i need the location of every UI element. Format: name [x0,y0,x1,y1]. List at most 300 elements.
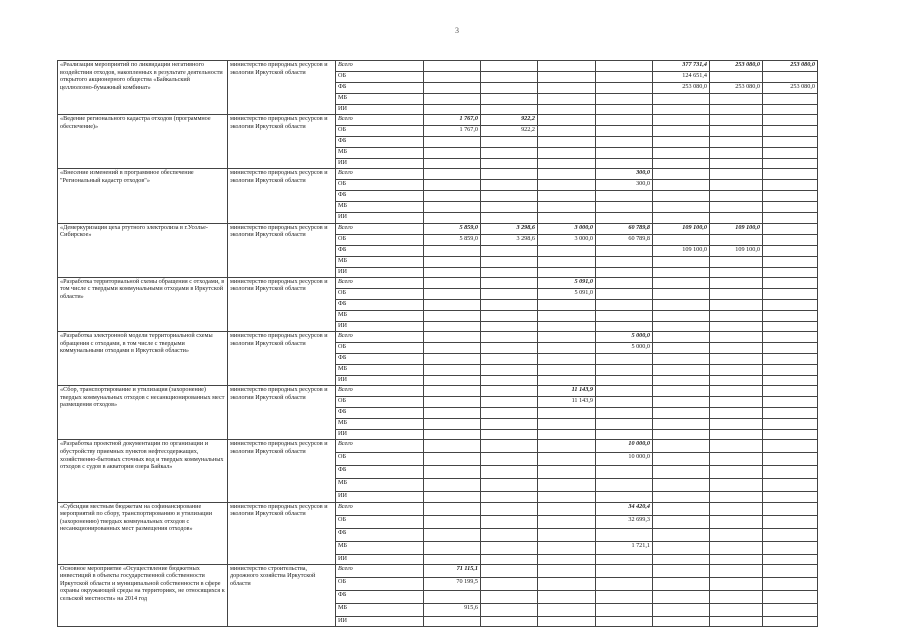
responsible-org-cell: министерство природных ресурсов и экологии Иркутской области [228,277,336,331]
value-cell [763,256,818,267]
value-cell: 253 080,0 [653,83,710,94]
value-cell [653,299,710,310]
value-cell [596,126,653,137]
table-row [58,223,818,234]
value-cell [481,288,538,299]
funding-source-cell: МБ [336,364,424,375]
value-cell [763,364,818,375]
funding-source-cell: ФБ [336,353,424,364]
value-cell: 5 859,0 [424,223,481,234]
value-cell [653,105,710,115]
value-cell [763,492,818,502]
responsible-org-cell: министерство природных ресурсов и экологии Иркутской области [228,115,336,169]
funding-source-cell: ИИ [336,267,424,277]
value-cell [596,213,653,223]
value-cell [481,299,538,310]
value-cell [538,492,596,502]
value-cell [710,256,763,267]
value-cell [481,83,538,94]
value-cell [538,479,596,492]
value-cell [763,72,818,83]
value-cell [538,515,596,528]
value-cell [710,375,763,385]
value-cell [596,256,653,267]
value-cell [710,386,763,397]
value-cell [763,577,818,590]
value-cell [424,213,481,223]
value-cell [710,202,763,213]
value-cell [481,492,538,502]
value-cell: 70 199,5 [424,577,481,590]
value-cell [481,502,538,515]
value-cell [763,502,818,515]
value-cell: 5 859,0 [424,234,481,245]
value-cell [763,590,818,603]
value-cell [424,541,481,554]
value-cell [710,234,763,245]
value-cell [763,245,818,256]
value-cell [653,331,710,342]
responsible-org-cell: министерство природных ресурсов и экологии Иркутской области [228,331,336,385]
value-cell [538,375,596,385]
value-cell [596,61,653,72]
value-cell [710,310,763,321]
measure-name-cell: Основное мероприятие «Осуществление бюджетных инвестиций в объекты государственной собственности Иркутской области и муниципальной собственности в сфере охраны окружающей среды на территориях, не относящихся к сельской местности» на 2014 год [58,564,228,626]
value-cell [538,419,596,430]
value-cell [424,430,481,440]
measure-name-cell: «Ведение регионального кадастра отходов (программное обеспечение)» [58,115,228,169]
value-cell [763,564,818,577]
value-cell: 922,2 [481,126,538,137]
value-cell [710,277,763,288]
value-cell [763,397,818,408]
value-cell [424,191,481,202]
value-cell [710,126,763,137]
value-cell [481,515,538,528]
value-cell [763,440,818,453]
table-row [58,440,818,453]
responsible-org-cell: министерство природных ресурсов и экологии Иркутской области [228,223,336,277]
value-cell [710,554,763,564]
value-cell [653,590,710,603]
table-row [58,386,818,397]
measure-name-cell: «Субсидия местным бюджетам на софинансирование мероприятий по сбору, транспортированию и утилизации (захоронению) твердых коммунальных отходов с несанкционированных мест размещения отходов» [58,502,228,564]
measure-name-cell: «Внесение изменений в программное обеспечение "Региональный кадастр отходов"» [58,169,228,223]
value-cell [653,288,710,299]
value-cell [596,419,653,430]
value-cell [653,603,710,616]
value-cell [538,267,596,277]
value-cell [596,603,653,616]
value-cell: 60 789,8 [596,234,653,245]
value-cell [710,94,763,105]
value-cell [424,419,481,430]
value-cell [653,169,710,180]
value-cell [763,288,818,299]
value-cell [763,342,818,353]
value-cell [481,245,538,256]
value-cell [710,321,763,331]
funding-source-cell: ИИ [336,375,424,385]
value-cell [653,277,710,288]
value-cell [710,267,763,277]
value-cell [710,492,763,502]
value-cell [763,234,818,245]
measure-name-cell: «Разработка проектной документации по организации и обустройству приемных пунктов нефтесодержащих, хозяйственно-бытовых сточных вод и твердых коммунальных отходов с судов в акватории озера Байкал» [58,440,228,502]
value-cell: 5 000,0 [596,342,653,353]
funding-source-cell: ИИ [336,159,424,169]
value-cell [481,277,538,288]
value-cell [596,564,653,577]
value-cell [710,72,763,83]
value-cell [538,577,596,590]
value-cell [596,492,653,502]
value-cell [538,61,596,72]
value-cell [653,353,710,364]
value-cell [653,515,710,528]
value-cell [596,397,653,408]
value-cell [763,616,818,626]
value-cell: 11 143,9 [538,397,596,408]
value-cell [538,310,596,321]
value-cell: 11 143,9 [538,386,596,397]
value-cell [481,191,538,202]
value-cell [653,375,710,385]
value-cell [538,331,596,342]
value-cell: 3 298,6 [481,223,538,234]
value-cell: 60 789,8 [596,223,653,234]
value-cell [424,277,481,288]
value-cell [481,440,538,453]
value-cell [596,321,653,331]
value-cell [538,115,596,126]
measure-name-cell: «Реализация мероприятий по ликвидации негативного воздействия отходов, накопленных в результате деятельности открытого акционерного общества «Байкальский целлюлозно-бумажный комбинат» [58,61,228,115]
value-cell [710,288,763,299]
value-cell [424,148,481,159]
value-cell [481,321,538,331]
value-cell [653,202,710,213]
funding-source-cell: ФБ [336,137,424,148]
value-cell [710,616,763,626]
value-cell: 3 298,6 [481,234,538,245]
funding-source-cell: Всего [336,277,424,288]
funding-source-cell: ФБ [336,245,424,256]
value-cell [538,169,596,180]
value-cell [710,105,763,115]
value-cell [763,299,818,310]
page-number: 3 [455,26,459,35]
value-cell [653,430,710,440]
value-cell [710,528,763,541]
value-cell [653,310,710,321]
value-cell [424,159,481,169]
funding-source-cell: МБ [336,256,424,267]
value-cell [710,515,763,528]
value-cell [763,331,818,342]
funding-source-cell: ОБ [336,234,424,245]
value-cell [653,137,710,148]
value-cell [538,603,596,616]
budget-table [57,60,818,627]
value-cell [763,453,818,466]
value-cell [424,528,481,541]
value-cell [763,375,818,385]
value-cell [763,603,818,616]
value-cell [481,169,538,180]
value-cell [538,191,596,202]
value-cell [538,299,596,310]
value-cell [596,616,653,626]
value-cell [481,105,538,115]
value-cell [710,331,763,342]
funding-source-cell: ОБ [336,453,424,466]
value-cell: 109 100,0 [653,223,710,234]
value-cell: 5 091,0 [538,277,596,288]
responsible-org-cell: министерство строительства, дорожного хозяйства Иркутской области [228,564,336,626]
value-cell [653,94,710,105]
value-cell [710,479,763,492]
value-cell [424,331,481,342]
value-cell [424,245,481,256]
value-cell [481,267,538,277]
value-cell [596,554,653,564]
value-cell [424,61,481,72]
value-cell [710,342,763,353]
value-cell [653,492,710,502]
funding-source-cell: Всего [336,223,424,234]
value-cell [538,159,596,169]
value-cell [710,502,763,515]
responsible-org-cell: министерство природных ресурсов и экологии Иркутской области [228,386,336,440]
value-cell [538,541,596,554]
funding-source-cell: ФБ [336,83,424,94]
value-cell: 300,0 [596,169,653,180]
value-cell [538,245,596,256]
value-cell [538,590,596,603]
value-cell [710,408,763,419]
responsible-org-cell: министерство природных ресурсов и экологии Иркутской области [228,61,336,115]
value-cell: 10 000,0 [596,453,653,466]
value-cell [710,397,763,408]
value-cell [596,408,653,419]
funding-source-cell: ИИ [336,616,424,626]
value-cell [424,375,481,385]
value-cell [653,180,710,191]
value-cell [596,528,653,541]
value-cell [596,72,653,83]
value-cell [538,105,596,115]
value-cell [596,148,653,159]
value-cell [653,541,710,554]
funding-source-cell: Всего [336,115,424,126]
value-cell [481,353,538,364]
value-cell [481,364,538,375]
value-cell [763,191,818,202]
funding-source-cell: ОБ [336,397,424,408]
value-cell [763,321,818,331]
table-row [58,169,818,180]
value-cell [596,375,653,385]
value-cell [653,502,710,515]
value-cell [424,353,481,364]
value-cell [481,61,538,72]
value-cell [763,148,818,159]
value-cell [424,94,481,105]
value-cell [710,419,763,430]
funding-source-cell: Всего [336,331,424,342]
value-cell: 71 115,1 [424,564,481,577]
value-cell [596,479,653,492]
value-cell [596,364,653,375]
value-cell [596,267,653,277]
value-cell [424,408,481,419]
value-cell [424,105,481,115]
funding-source-cell: Всего [336,564,424,577]
value-cell [481,137,538,148]
value-cell [424,180,481,191]
value-cell [424,364,481,375]
value-cell [763,126,818,137]
funding-source-cell: МБ [336,94,424,105]
funding-source-cell: ИИ [336,321,424,331]
value-cell [538,83,596,94]
table-row [58,61,818,72]
value-cell [653,466,710,479]
value-cell [710,440,763,453]
funding-source-cell: ОБ [336,72,424,83]
value-cell [763,430,818,440]
value-cell [653,577,710,590]
value-cell [710,603,763,616]
value-cell [653,419,710,430]
value-cell [424,440,481,453]
value-cell [538,466,596,479]
value-cell [763,115,818,126]
funding-source-cell: ОБ [336,180,424,191]
value-cell [710,191,763,202]
value-cell: 109 100,0 [710,245,763,256]
value-cell [424,616,481,626]
value-cell: 3 000,0 [538,234,596,245]
value-cell [424,515,481,528]
value-cell: 922,2 [481,115,538,126]
value-cell [710,213,763,223]
responsible-org-cell: министерство природных ресурсов и экологии Иркутской области [228,169,336,223]
value-cell [710,180,763,191]
value-cell [481,397,538,408]
funding-source-cell: Всего [336,440,424,453]
value-cell [653,115,710,126]
value-cell [710,299,763,310]
value-cell [538,342,596,353]
value-cell: 377 731,4 [653,61,710,72]
value-cell: 5 091,0 [538,288,596,299]
value-cell [481,310,538,321]
value-cell [424,310,481,321]
value-cell [763,310,818,321]
value-cell [424,590,481,603]
value-cell [763,169,818,180]
value-cell [538,528,596,541]
value-cell [763,386,818,397]
value-cell [481,408,538,419]
value-cell [481,528,538,541]
value-cell [538,180,596,191]
value-cell [653,564,710,577]
value-cell [538,213,596,223]
value-cell [763,408,818,419]
responsible-org-cell: министерство природных ресурсов и экологии Иркутской области [228,502,336,564]
value-cell [763,541,818,554]
value-cell [481,342,538,353]
value-cell [596,137,653,148]
value-cell [481,616,538,626]
value-cell [653,148,710,159]
value-cell [596,299,653,310]
value-cell [596,83,653,94]
value-cell [481,72,538,83]
value-cell [424,386,481,397]
funding-source-cell: МБ [336,148,424,159]
value-cell [538,137,596,148]
value-cell [424,288,481,299]
funding-source-cell: Всего [336,169,424,180]
value-cell [538,256,596,267]
value-cell [710,148,763,159]
value-cell: 10 000,0 [596,440,653,453]
value-cell [763,202,818,213]
value-cell [538,321,596,331]
value-cell [653,397,710,408]
value-cell [596,353,653,364]
value-cell [538,94,596,105]
value-cell [538,364,596,375]
value-cell [481,554,538,564]
funding-source-cell: ФБ [336,408,424,419]
value-cell [710,169,763,180]
value-cell: 253 080,0 [763,61,818,72]
value-cell [763,137,818,148]
value-cell: 109 100,0 [653,245,710,256]
value-cell [710,453,763,466]
value-cell [763,466,818,479]
value-cell [481,466,538,479]
value-cell: 3 000,0 [538,223,596,234]
funding-source-cell: ФБ [336,528,424,541]
funding-source-cell: МБ [336,603,424,616]
value-cell [538,126,596,137]
value-cell [481,590,538,603]
value-cell [538,408,596,419]
value-cell [763,479,818,492]
value-cell [424,169,481,180]
value-cell [710,541,763,554]
value-cell [710,364,763,375]
value-cell [538,502,596,515]
table-row [58,115,818,126]
value-cell [710,466,763,479]
value-cell [763,267,818,277]
value-cell: 1 721,1 [596,541,653,554]
value-cell [653,554,710,564]
value-cell [424,83,481,94]
value-cell [481,577,538,590]
value-cell [424,137,481,148]
value-cell: 32 699,3 [596,515,653,528]
value-cell [653,213,710,223]
value-cell [653,159,710,169]
value-cell [538,440,596,453]
